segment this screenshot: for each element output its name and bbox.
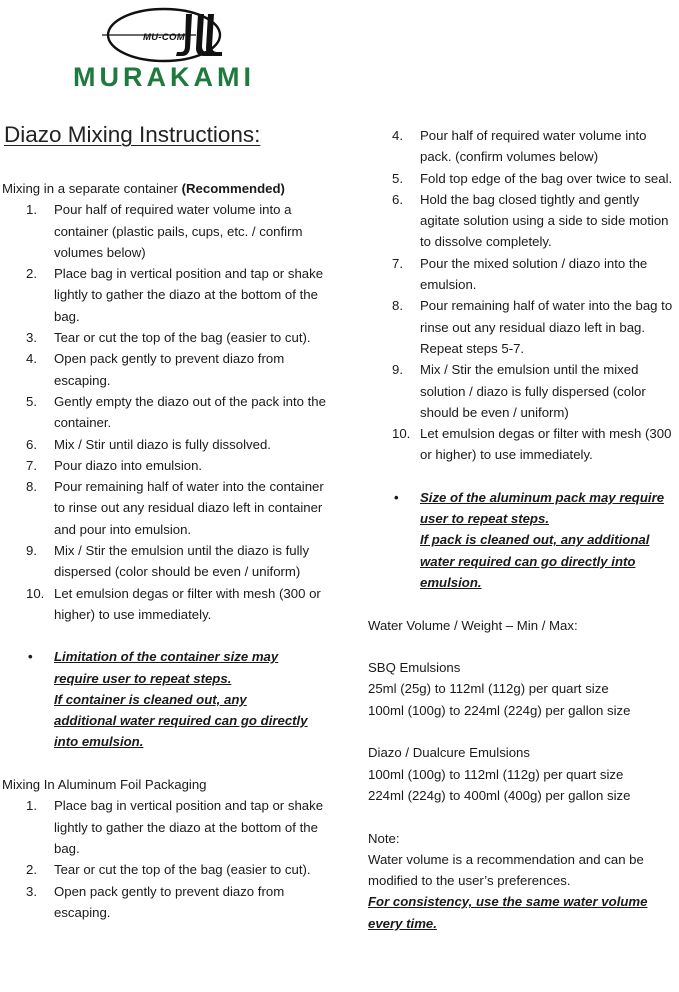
note-line: Water volume is a recommendation and can be bbox=[368, 851, 644, 867]
list-item: 3. Tear or cut the top of the bag (easier to cut). bbox=[26, 330, 311, 346]
list-item: 6. Mix / Stir until diazo is fully dissolved. bbox=[26, 436, 271, 452]
list-item: 4. Pour half of required water volume into pack. (confirm volumes below) bbox=[392, 128, 647, 165]
diazo-gallon: 224ml (224g) to 400ml (400g) per gallon size bbox=[368, 787, 631, 803]
mu-com-text: MU-COM bbox=[143, 32, 185, 43]
list-item: 9. Mix / Stir the emulsion until the diazo is fully dispersed (color should be even / uniform) bbox=[26, 543, 310, 580]
list-item: 5. Fold top edge of the bag over twice to seal. bbox=[392, 170, 673, 186]
right-column bbox=[368, 125, 678, 934]
foil-steps-part2 bbox=[368, 125, 678, 466]
list-item: 6. Hold the bag closed tightly and gently agitate solution using a side to side motion to dissolve completely. bbox=[392, 191, 669, 250]
page-title: Diazo Mixing Instructions: bbox=[4, 122, 261, 147]
list-item: 4. Open pack gently to prevent diazo from escaping. bbox=[26, 351, 285, 388]
volume-heading: Water Volume / Weight – Min / Max: bbox=[368, 617, 578, 633]
diazo-title: Diazo / Dualcure Emulsions bbox=[368, 745, 530, 761]
sbq-quart: 25ml (25g) to 112ml (112g) per quart size bbox=[368, 681, 609, 697]
list-item: 2. Tear or cut the top of the bag (easier to cut). bbox=[26, 862, 311, 878]
foil-heading: Mixing In Aluminum Foil Packaging bbox=[2, 777, 207, 793]
separate-steps bbox=[2, 199, 332, 625]
list-item: 10. Let emulsion degas or filter with mesh (300 or higher) to use immediately. bbox=[26, 585, 321, 622]
list-item: 10. Let emulsion degas or filter with mesh (300 or higher) to use immediately. bbox=[392, 426, 672, 463]
list-item: 8. Pour remaining half of water into the bag to rinse out any residual diazo left in bag. Repeat steps 5-7. bbox=[392, 298, 673, 356]
list-item: 9. Mix / Stir the emulsion until the mixed solution / diazo is fully dispersed (color should be even / uniform) bbox=[392, 362, 646, 420]
note-title: Note: bbox=[368, 830, 400, 846]
foil-warning-note: • Size of the aluminum pack may require user to repeat steps. If pack is cleaned out, any additional water required can go directly into emulsion. bbox=[394, 489, 665, 590]
foil-steps-part1 bbox=[2, 795, 332, 923]
list-item: 7. Pour the mixed solution / diazo into the emulsion. bbox=[392, 255, 648, 293]
list-item: 3. Open pack gently to prevent diazo from escaping. bbox=[26, 883, 285, 920]
list-item: 5. Gently empty the diazo out of the pack into the container. bbox=[26, 393, 326, 431]
list-item: 7. Pour diazo into emulsion. bbox=[26, 457, 203, 473]
volume-section bbox=[368, 615, 678, 934]
list-item: 2. Place bag in vertical position and tap or shake lightly to gather the diazo at the bottom of the bag. bbox=[26, 266, 324, 324]
diazo-quart: 100ml (100g) to 112ml (112g) per quart size bbox=[368, 766, 624, 782]
brand-name: MURAKAMI bbox=[73, 62, 255, 92]
list-item: 1. Place bag in vertical position and tap or shake lightly to gather the diazo at the bottom of the bag. bbox=[26, 798, 324, 856]
note-emphasis: For consistency, use the same water volume bbox=[368, 894, 648, 910]
separate-heading: Mixing in a separate container (Recommended) bbox=[2, 181, 285, 196]
list-item: 1. Pour half of required water volume into a container (plastic pails, cups, etc. / confirm volumes below) bbox=[26, 202, 303, 260]
left-column bbox=[2, 178, 332, 923]
sbq-title: SBQ Emulsions bbox=[368, 660, 461, 676]
note-emphasis: every time. bbox=[368, 915, 437, 931]
list-item: 8. Pour remaining half of water into the container to rinse out any residual diazo left in container and pour into emulsion. bbox=[26, 479, 324, 537]
note-line: modified to the user’s preferences. bbox=[368, 873, 571, 889]
separate-warning-note: • Limitation of the container size may require user to repeat steps. If container is cleaned out, any additional water required can go directly into emulsion. bbox=[28, 649, 308, 750]
sbq-gallon: 100ml (100g) to 224ml (224g) per gallon size bbox=[368, 702, 631, 718]
